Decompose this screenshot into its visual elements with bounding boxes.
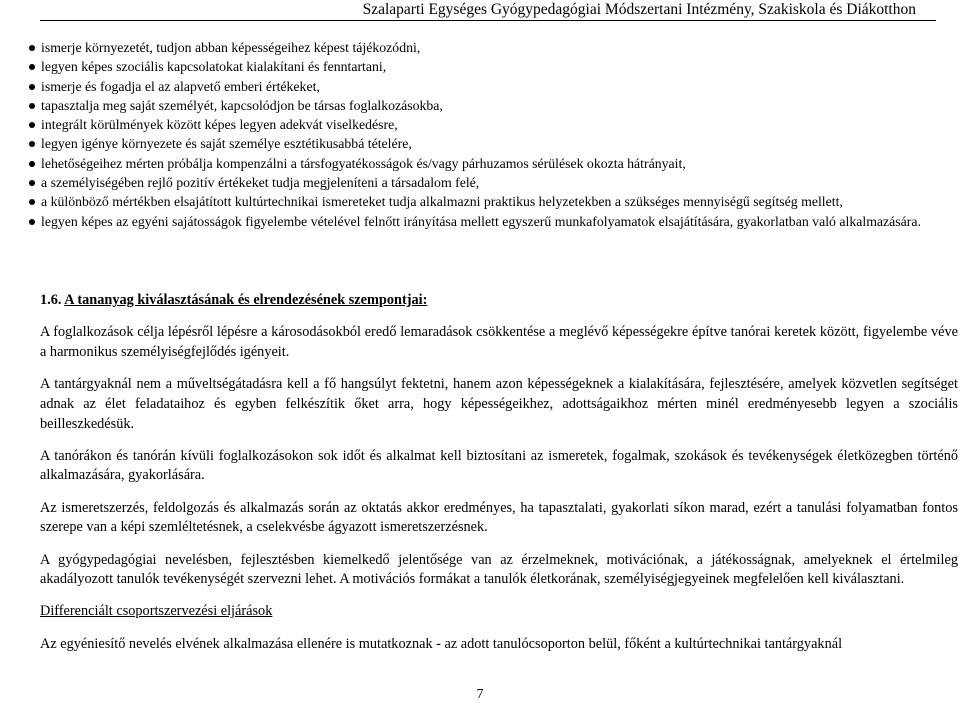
bullet-item: legyen képes szociális kapcsolatokat kialakítani és fenntartani, xyxy=(28,57,960,76)
section-heading xyxy=(40,291,958,311)
bullet-item: legyen igénye környezete és saját személye esztétikusabbá tételére, xyxy=(28,134,960,153)
paragraph: A tanórákon és tanórán kívüli foglalkozásokon sok időt és alkalmat kell biztosítani az ismeretek, fogalmak, szokások és tevékenységek életközegben történő alkalmazására, gyakorlására. xyxy=(40,447,958,484)
section-number: 1.6. xyxy=(40,292,62,308)
bullet-list xyxy=(28,38,960,231)
subsection-title: Differenciált csoportszervezési eljárások xyxy=(40,603,273,620)
body-text xyxy=(40,291,958,667)
bullet-item: ismerje környezetét, tudjon abban képességeihez képest tájékozódni, xyxy=(28,38,960,57)
page-header: Szalaparti Egységes Gyógypedagógiai Módszertani Intézmény, Szakiskola és Diákotthon xyxy=(362,1,916,18)
bullet-item: legyen képes az egyéni sajátosságok figyelembe vételével felnőtt irányítása mellett egyszerű munkafolyamatok elsajátítására, gyakorlatban való alkalmazására. xyxy=(28,212,960,231)
paragraph: Az egyéniesítő nevelés elvének alkalmazása ellenére is mutatkoznak - az adott tanulócsoporton belül, főként a kultúrtechnikai tantárgyaknál xyxy=(40,635,843,652)
bullet-item: a különböző mértékben elsajátított kultúrtechnikai ismereteket tudja alkalmazni praktikus helyzetekben a szükséges mennyiségű segítség mellett, xyxy=(28,192,960,211)
paragraph: A foglalkozások célja lépésről lépésre a károsodásokból eredő lemaradások csökkentése a meglévő képességekre építve tanórai keretek között, figyelembe véve a harmonikus személyiségfejlődés igényeit. xyxy=(40,324,958,360)
paragraph: Az ismeretszerzés, feldolgozás és alkalmazás során az oktatás akkor eredményes, ha tapasztalati, gyakorlati síkon marad, ezért a tanulási folyamatban fontos szerepe van a képi szemléltetésnek, a cselekvésbe ágyazott ismeretszerzésnek. xyxy=(40,499,958,536)
page-number: 7 xyxy=(476,687,484,702)
paragraph: A gyógypedagógiai nevelésben, fejlesztésben kiemelkedő jelentősége van az érzelmeknek, motivációnak, a játékosságnak, amelyeknek el értelmileg akadályozott tanulók tevékenységét szervezni lehet. A motivációs formákat a tanulók életkorának, személyiségjegyeinek megfelelően kell kiválasztani. xyxy=(40,551,958,588)
bullet-item: tapasztalja meg saját személyét, kapcsolódjon be társas foglalkozásokba, xyxy=(28,96,960,115)
paragraph: A tantárgyaknál nem a műveltségátadásra kell a fő hangsúlyt fektetni, hanem azon képességeknek a kialakítására, fejlesztésére, amelyek közvetlen segítséget adnak az élet feladataihoz és egyben felkészítik őket arra, hogy képességeikhez, adottságaikhoz mérten minél eredményesebb legyen a szociális beilleszkedésük. xyxy=(40,376,958,432)
bullet-item: integrált körülmények között képes legyen adekvát viselkedésre, xyxy=(28,115,960,134)
bullet-item: a személyiségében rejlő pozitív értékeket tudja megjeleníteni a társadalom felé, xyxy=(28,173,960,192)
header-rule xyxy=(40,20,936,21)
bullet-item: ismerje és fogadja el az alapvető emberi értékeket, xyxy=(28,77,960,96)
bullet-item: lehetőségeihez mérten próbálja kompenzálni a társfogyatékosságok és/vagy párhuzamos sérülések okozta hátrányait, xyxy=(28,154,960,173)
section-title: A tananyag kiválasztásának és elrendezésének szempontjai: xyxy=(64,292,428,308)
